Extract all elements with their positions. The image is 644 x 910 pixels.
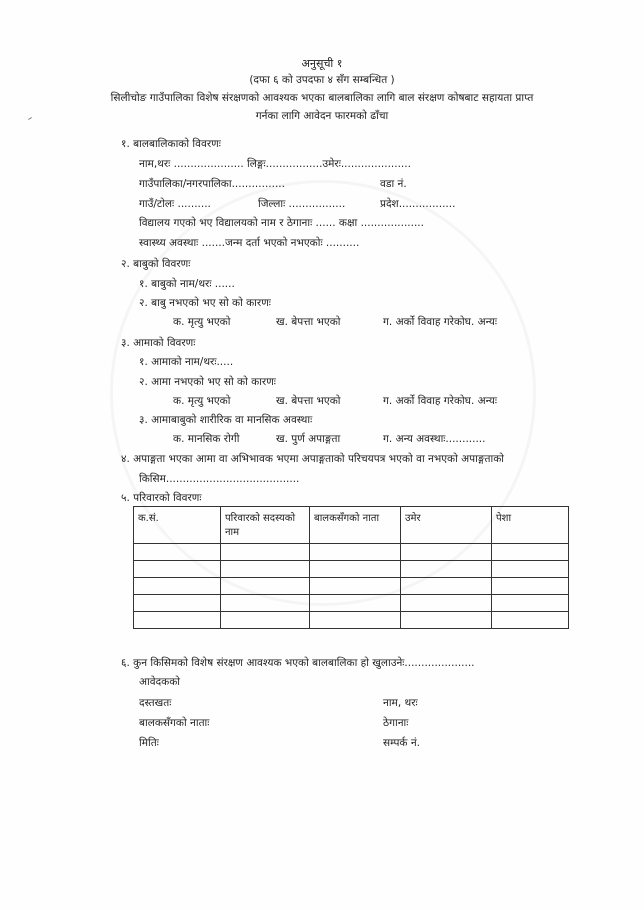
signature-field[interactable]: दस्तखतः — [139, 697, 172, 709]
relation-with-child-field[interactable]: बालकसँगको नाताः — [139, 717, 210, 729]
village-tole-field[interactable]: गाउँ/टोलः .......... — [139, 198, 211, 210]
section1-heading: १. बालबालिकाको विवरणः — [121, 138, 221, 150]
ward-number-field[interactable]: वडा नं. — [380, 178, 407, 190]
condition-option-mental-illness[interactable]: क. मानसिक रोगी — [173, 433, 240, 445]
table-row[interactable] — [134, 612, 569, 629]
section-reference: (दफा ६ को उपदफा ४ सँग सम्बन्धित ) — [249, 74, 395, 86]
col-member-name: परिवारको सदस्यको नाम — [221, 507, 310, 544]
mother-option-remarried-other[interactable]: ग. अर्को विवाह गरेकोघ. अन्यः — [383, 395, 497, 407]
applicant-name-field[interactable]: नाम, थरः — [383, 697, 418, 709]
father-name-field[interactable]: १. बाबुको नाम/थरः ...... — [139, 278, 235, 290]
father-option-missing[interactable]: ख. बेपत्ता भएको — [276, 316, 341, 328]
father-option-remarried-other[interactable]: ग. अर्को विवाह गरेकोघ. अन्यः — [383, 316, 497, 328]
table-row[interactable] — [134, 578, 569, 595]
col-age: उमेर — [401, 507, 492, 544]
municipality-field[interactable]: गाउँपालिका/नगरपालिका................ — [139, 178, 285, 190]
contact-number-field[interactable]: सम्पर्क नं. — [383, 737, 420, 749]
table-header-row — [134, 507, 569, 544]
section5-heading: ५. परिवारको विवरणः — [121, 492, 202, 504]
mother-name-field[interactable]: १. आमाको नाम/थरः..... — [139, 356, 234, 368]
father-absence-reason-label: २. बाबु नभएको भए सो को कारणः — [139, 297, 271, 309]
form-title-line1: सिलीचोङ गाउँपालिका विशेष संरक्षणको आवश्यक भएका बालबालिका लागि बाल संरक्षण कोषबाट सहायता प्राप्त — [110, 92, 534, 104]
special-protection-type-field[interactable]: ६. कुन किसिमको विशेष संरक्षण आवश्यक भएको बालबालिका हो खुलाउनेः..................... — [121, 657, 475, 669]
parents-condition-label: ३. आमाबाबुको शारीरिक वा मानसिक अवस्थाः — [139, 414, 313, 426]
condition-option-full-disability[interactable]: ख. पुर्ण अपाङ्गता — [276, 433, 341, 445]
disability-type-field[interactable]: किसिम........................................ — [139, 473, 300, 485]
mother-option-death[interactable]: क. मृत्यु भएको — [173, 395, 231, 407]
table-row[interactable] — [134, 561, 569, 578]
col-occupation: पेशा — [492, 507, 569, 544]
family-details-table — [133, 506, 569, 629]
district-field[interactable]: जिल्लाः ................. — [258, 198, 346, 210]
col-serial-no: क.सं. — [134, 507, 221, 544]
date-field[interactable]: मितिः — [139, 737, 159, 749]
school-field[interactable]: विद्यालय गएको भए विद्यालयको नाम र ठेगानाः ...... कक्षा ................... — [139, 217, 424, 229]
schedule-title: अनुसूची १ — [301, 57, 343, 70]
child-name-gender-age-field[interactable]: नाम,थरः ..................... लिङ्गः.................उमेरः..................... — [139, 158, 411, 170]
table-row[interactable] — [134, 544, 569, 561]
mother-absence-reason-label: २. आमा नभएको भए सो को कारणः — [139, 376, 276, 388]
applicant-label: आवेदकको — [139, 676, 180, 688]
province-field[interactable]: प्रदेश................. — [380, 198, 456, 210]
col-relation: बालकसँगको नाता — [310, 507, 401, 544]
condition-option-other[interactable]: ग. अन्य अवस्थाः............ — [383, 433, 486, 445]
table-row[interactable] — [134, 595, 569, 612]
section3-heading: ३. आमाको विवरणः — [121, 337, 196, 349]
father-option-death[interactable]: क. मृत्यु भएको — [173, 316, 231, 328]
section4-disability-line1: ४. अपाङ्गता भएका आमा वा अभिभावक भएमा अपाङ्गताको परिचयपत्र भएको वा नभएको अपाङ्गताको — [121, 453, 504, 465]
applicant-address-field[interactable]: ठेगानाः — [383, 717, 409, 729]
health-birth-registration-field[interactable]: स्वास्थ्य अवस्थाः .......जन्म दर्ता भएको नभएकोः .......... — [139, 237, 360, 249]
section2-heading: २. बाबुको विवरणः — [121, 258, 191, 270]
form-title-line2: गर्नका लागि आवेदन फारमको ढाँचा — [255, 110, 389, 122]
mother-option-missing[interactable]: ख. बेपत्ता भएको — [276, 395, 341, 407]
